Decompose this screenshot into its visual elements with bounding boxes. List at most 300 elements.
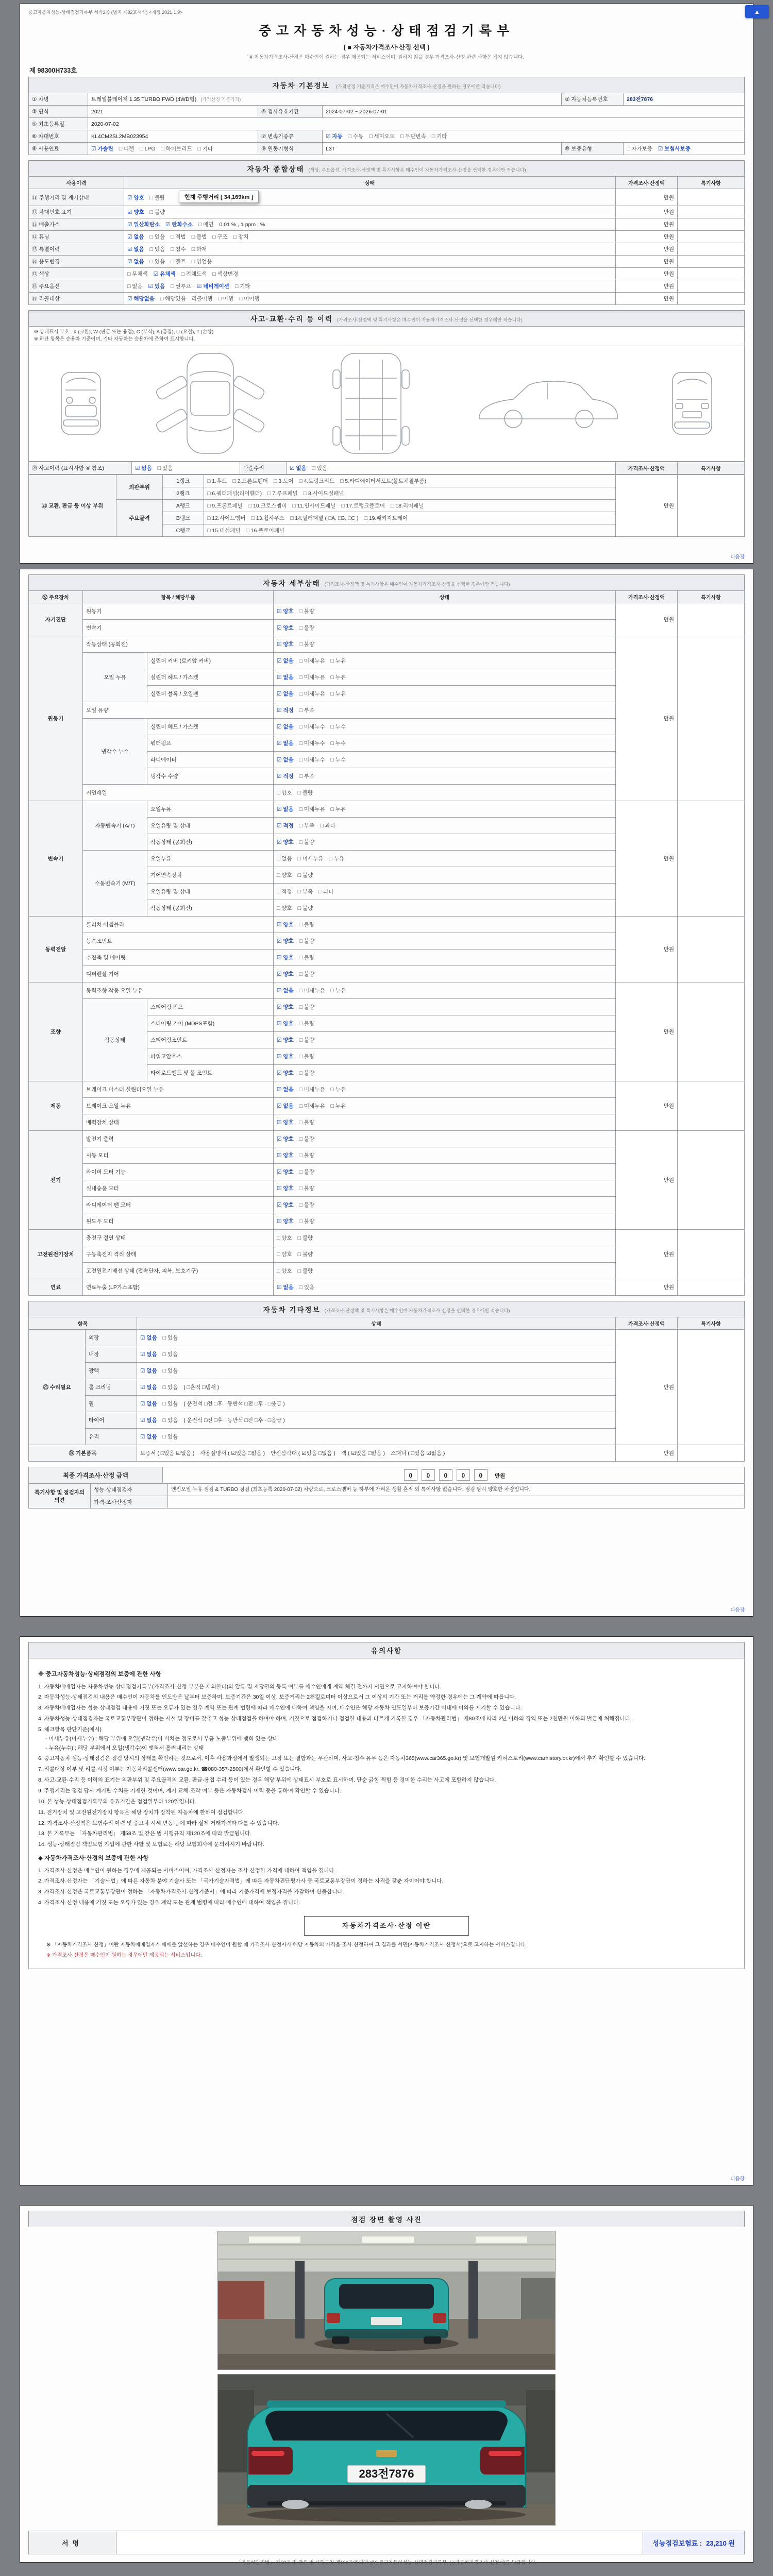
final-price-amount [163, 1467, 745, 1483]
repair-item: 룸 크리닝 [86, 1379, 137, 1396]
checkbox-탄화수소[interactable]: ☑ 탄화수소 [165, 222, 193, 228]
checkbox-17.트렁크플로어[interactable]: □ 17.트렁크플로어 [341, 502, 385, 509]
checkbox-장치[interactable]: □ 장치 [233, 234, 249, 240]
checkbox-무단변속[interactable]: □ 무단변속 [400, 133, 426, 140]
checkbox-가솔린[interactable]: ☑ 가솔린 [91, 146, 113, 152]
checkbox-기타[interactable]: □ 기타 [431, 133, 447, 140]
checkbox-없음[interactable]: ☑ 없음 [277, 674, 294, 681]
section-note: (가격조사·산정액 및 특기사항은 매수인이 자동차가격조사·산정을 선택한 경우에만 적습니다) [337, 317, 523, 323]
checkbox-미세누유[interactable]: □ 미세누유 [299, 1103, 325, 1109]
checkbox-없음[interactable]: ☑ 없음 [277, 1103, 294, 1109]
checkbox-4.트렁크리드[interactable]: □ 4.트렁크리드 [299, 478, 335, 484]
checkbox-침수[interactable]: □ 침수 [171, 246, 186, 252]
device-status [274, 867, 616, 884]
checkbox-미이행[interactable]: □ 미이행 [239, 296, 260, 302]
checkbox-있음[interactable]: □ 있음 [162, 1401, 178, 1407]
device-item: 브레이크 오일 누유 [83, 1098, 274, 1114]
checkbox-11.인사이드패널[interactable]: □ 11.인사이드패널 [292, 502, 336, 509]
price-digit: 0 [457, 1469, 470, 1481]
checkbox-자가보증[interactable]: □ 자가보증 [627, 146, 652, 152]
checkbox-적정[interactable]: □ 적정 [277, 889, 292, 895]
checkbox-불량[interactable]: □ 불량 [149, 195, 165, 201]
checkbox-불량[interactable]: □ 불량 [299, 938, 315, 944]
checkbox-누유[interactable]: □ 누유 [330, 658, 346, 664]
device-item: 실린더 블록 / 오일팬 [147, 686, 274, 702]
checkbox-미세누유[interactable]: □ 미세누유 [299, 691, 325, 697]
check-group [140, 1401, 183, 1407]
checkbox-미세누유[interactable]: □ 미세누유 [299, 1087, 325, 1093]
checkbox-자동[interactable]: ☑ 자동 [326, 133, 343, 140]
price-cell: 만원 [616, 189, 678, 206]
checkbox-없음[interactable]: □ 없음 [277, 856, 292, 862]
checkbox-양호[interactable]: ☑ 양호 [127, 209, 144, 215]
parts-items [204, 512, 616, 524]
device-subgroup: 냉각수 누수 [83, 719, 147, 785]
device-status [274, 1098, 616, 1114]
checkbox-양호[interactable]: ☑ 양호 [277, 1136, 294, 1142]
checkbox-적법[interactable]: □ 적법 [171, 234, 186, 240]
device-status [274, 702, 616, 719]
checkbox-전체도색[interactable]: □ 전체도색 [181, 271, 207, 277]
checkbox-10.크로스멤버[interactable]: □ 10.크로스멤버 [248, 502, 287, 509]
checkbox-일산화탄소[interactable]: ☑ 일산화탄소 [127, 222, 160, 228]
device-item: 시동 모터 [83, 1147, 274, 1164]
next-page-link-1[interactable]: 다음장 [730, 554, 745, 560]
checkbox-불법[interactable]: □ 불법 [191, 234, 207, 240]
status-text: 0.01 % , 1 ppm , % [219, 222, 265, 228]
check-group [277, 1235, 318, 1241]
checkbox-없음[interactable]: ☑ 없음 [140, 1351, 157, 1358]
warranty-type-checks [624, 143, 745, 155]
checkbox-양호[interactable]: ☑ 양호 [277, 1120, 294, 1126]
price-column-header: 가격조사·산정액 [616, 462, 678, 474]
checkbox-양호[interactable]: ☑ 양호 [277, 938, 294, 944]
checkbox-네비게이션[interactable]: ☑ 네비게이션 [196, 283, 229, 290]
checkbox-누유[interactable]: □ 누유 [330, 806, 346, 812]
checkbox-없음[interactable]: ☑ 없음 [277, 724, 294, 730]
opinion-text [168, 1496, 745, 1509]
check-group [140, 1368, 183, 1374]
checkbox-미세누유[interactable]: □ 미세누유 [299, 806, 325, 812]
checkbox-13.휠하우스[interactable]: □ 13.휠하우스 [251, 515, 285, 521]
checkbox-미세누유[interactable]: □ 미세누유 [299, 674, 325, 681]
checkbox-하이브리드[interactable]: □ 하이브리드 [161, 146, 192, 152]
car-damage-diagrams [28, 346, 745, 462]
checkbox-불량[interactable]: □ 불량 [299, 955, 315, 961]
checkbox-있음[interactable]: □ 있음 [162, 1417, 178, 1423]
checkbox-있음[interactable]: □ 있음 [162, 1368, 178, 1374]
check-group [277, 806, 351, 812]
checkbox-있음[interactable]: □ 있음 [162, 1335, 178, 1341]
checkbox-있음[interactable]: □ 있음 [299, 1284, 315, 1291]
checkbox-누유[interactable]: □ 누유 [330, 1103, 346, 1109]
opinion-text: 엔진오일 누유 점검 & TURBO 점검 (최초등록 2020-07-02) 차량으로, 크로스멤버 등 하부에 가벼운 생활 흔적 외 특이사항 없습니다. 점검 당시 양호한 차량입니다. [168, 1484, 745, 1496]
checkbox-2.프론트휀더[interactable]: □ 2.프론트휀더 [232, 478, 268, 484]
column-header: 가격조사·산정액 [616, 1317, 678, 1330]
checkbox-불량[interactable]: □ 불량 [299, 1120, 315, 1126]
device-status [274, 884, 616, 900]
checkbox-미세누수[interactable]: □ 미세누수 [299, 740, 325, 747]
sheet-4 [20, 2205, 753, 2566]
check-group [277, 658, 351, 664]
checkbox-12.사이드멤버[interactable]: □ 12.사이드멤버 [207, 515, 246, 521]
notice-item: 3. 자동차매매업자는 성능·상태점검 내용에 거짓 또는 오류가 있는 경우 계약 또는 관계 법령에 따라 매수인에 대하여 책임을 지며, 매수인은 해당 자동차 인도일부터 보증기간 이내에 이의를 제기할 수 있습니다. [38, 1705, 522, 1711]
section-note: (가격조사·산정액 및 특기사항은 매수인이 자동차가격조사·산정을 선택한 경우에만 적습니다) [324, 1308, 510, 1313]
checkbox-누유[interactable]: □ 누유 [330, 1087, 346, 1093]
checkbox-유채색[interactable]: ☑ 유채색 [153, 271, 176, 277]
repair-item: 내장 [86, 1346, 137, 1363]
checkbox-9.프론트패널[interactable]: □ 9.프론트패널 [207, 502, 243, 509]
parts-rank: 2랭크 [163, 487, 204, 499]
checkbox-불량[interactable]: □ 불량 [299, 1169, 315, 1175]
checkbox-누수[interactable]: □ 누수 [330, 740, 346, 747]
checkbox-없음[interactable]: ☑ 없음 [140, 1335, 157, 1341]
checkbox-불량[interactable]: □ 불량 [299, 1070, 315, 1076]
device-status [274, 1246, 616, 1263]
opinion-row [29, 1496, 745, 1509]
checkbox-부족[interactable]: □ 부족 [299, 707, 315, 714]
price-cell: 만원 [616, 243, 678, 256]
checkbox-있음[interactable]: □ 있음 [149, 259, 165, 265]
checkbox-불량[interactable]: □ 불량 [297, 1235, 313, 1241]
device-status [274, 982, 616, 999]
checkbox-양호[interactable]: ☑ 양호 [277, 1021, 294, 1027]
summary-row [29, 189, 745, 206]
basic-info-table [28, 93, 745, 155]
check-group [277, 641, 320, 648]
checkbox-양호[interactable]: ☑ 양호 [277, 1202, 294, 1208]
check-group [277, 938, 320, 944]
checkbox-누유[interactable]: □ 누유 [329, 856, 344, 862]
device-status [274, 1230, 616, 1246]
checkbox-없음[interactable]: ☑ 없음 [277, 1087, 294, 1093]
inspection-photo-1 [217, 2231, 556, 2370]
checkbox-불량[interactable]: □ 불량 [299, 1021, 315, 1027]
checkbox-없음[interactable]: ☑ 없음 [277, 658, 294, 664]
checkbox-18.리어패널[interactable]: □ 18.리어패널 [390, 502, 424, 509]
checkbox-미세누수[interactable]: □ 미세누수 [299, 724, 325, 730]
checkbox-양호[interactable]: □ 양호 [277, 905, 292, 911]
checkbox-매연[interactable]: □ 매연 [198, 222, 214, 228]
checkbox-있음[interactable]: □ 있음 [149, 234, 165, 240]
viewer-top-button[interactable] [745, 5, 769, 18]
checkbox-불량[interactable]: □ 불량 [297, 872, 313, 878]
checkbox-불량[interactable]: □ 불량 [297, 905, 313, 911]
checkbox-없음[interactable]: ☑ 없음 [140, 1368, 157, 1374]
check-group [207, 490, 350, 497]
price-digit: 0 [474, 1469, 488, 1481]
column-header: 상태 [124, 177, 616, 189]
checkbox-양호[interactable]: ☑ 양호 [127, 195, 144, 201]
summary-row [29, 280, 745, 293]
column-header: ㉒ 주요장치 [29, 591, 83, 603]
checkbox-보험사보증[interactable]: ☑ 보험사보증 [658, 146, 691, 152]
checkbox-양호[interactable]: ☑ 양호 [277, 1037, 294, 1043]
final-price-row [29, 1467, 745, 1483]
check-group [91, 146, 219, 152]
note-column-header: 특기사항 [678, 462, 745, 474]
check-group [140, 1384, 183, 1391]
checkbox-불량[interactable]: □ 불량 [299, 922, 315, 928]
checkbox-과다[interactable]: □ 과다 [318, 889, 334, 895]
parts-rank: B랭크 [163, 512, 204, 524]
checkbox-없음[interactable]: ☑ 없음 [277, 1284, 294, 1291]
checkbox-양호[interactable]: □ 양호 [277, 790, 292, 796]
status-text: 리콜이행 [191, 296, 213, 302]
checkbox-없음[interactable]: ☑ 없음 [140, 1434, 157, 1440]
device-status [274, 966, 616, 982]
device-status [274, 950, 616, 966]
checkbox-불량[interactable]: □ 불량 [299, 1218, 315, 1225]
device-item: 오일누유 [147, 851, 274, 867]
checkbox-없음[interactable]: ☑ 없음 [277, 806, 294, 812]
signature-area[interactable] [116, 2531, 643, 2554]
checkbox-불량[interactable]: □ 불량 [299, 1202, 315, 1208]
checkbox-미세누유[interactable]: □ 미세누유 [297, 856, 324, 862]
repair-item: 광택 [86, 1363, 137, 1379]
checkbox-있음[interactable]: □ 있음 [157, 465, 173, 471]
checkbox-누수[interactable]: □ 누수 [330, 757, 346, 763]
next-page-link-3[interactable]: 다음장 [730, 2176, 745, 2182]
first-registration-label: ⑤ 최초등록일 [29, 118, 88, 130]
checkbox-불량[interactable]: □ 불량 [299, 971, 315, 977]
checkbox-무채색[interactable]: □ 무채색 [127, 271, 148, 277]
device-group: 연료 [29, 1279, 83, 1296]
checkbox-없음[interactable]: ☑ 없음 [127, 234, 144, 240]
checkbox-색상변경[interactable]: □ 색상변경 [212, 271, 239, 277]
checkbox-불량[interactable]: □ 불량 [299, 1136, 315, 1142]
checkbox-19.패키지트레이[interactable]: □ 19.패키지트레이 [364, 515, 408, 521]
column-header: 특기사항 [678, 591, 745, 603]
checkbox-양호[interactable]: ☑ 양호 [277, 1218, 294, 1225]
summary-header-row [29, 177, 745, 189]
checkbox-있음[interactable]: ☑ 있음 [148, 283, 165, 290]
device-item: 스티어링 기어 (MDPS포함) [147, 1015, 274, 1032]
checkbox-미세누유[interactable]: □ 미세누유 [299, 988, 325, 994]
vin-label: ⑥ 차대번호 [29, 130, 88, 143]
base-price-note: (가격산정 기준가격) [200, 97, 241, 102]
checkbox-영업용[interactable]: □ 영업용 [191, 259, 212, 265]
checkbox-양호[interactable]: ☑ 양호 [277, 608, 294, 615]
checkbox-없음[interactable]: ☑ 없음 [127, 246, 144, 252]
checkbox-불량[interactable]: □ 불량 [299, 625, 315, 631]
check-group [326, 133, 452, 140]
item-label: ⑪ 주행거리 및 계기상태 [29, 189, 124, 206]
checkbox-누유[interactable]: □ 누유 [330, 674, 346, 681]
checkbox-부족[interactable]: □ 부족 [297, 889, 313, 895]
checkbox-있음[interactable]: □ 있음 [162, 1384, 178, 1391]
notice-item: 7. 리콜대상 여부 및 리콜 시정 여부는 자동차리콜센터(www.car.go.kr, ☎080-357-2500)에서 확인할 수 있습니다. [38, 1766, 302, 1773]
device-status [274, 620, 616, 636]
checkbox-16.플로어패널[interactable]: □ 16.플로어패널 [246, 527, 285, 534]
checkbox-없음[interactable]: ☑ 없음 [277, 988, 294, 994]
column-header: 특기사항 [678, 1317, 745, 1330]
checkbox-없음[interactable]: ☑ 없음 [140, 1401, 157, 1407]
note-cell [678, 293, 745, 305]
checkbox-디젤[interactable]: □ 디젤 [119, 146, 135, 152]
checkbox-양호[interactable]: □ 양호 [277, 1251, 292, 1258]
checkbox-없음[interactable]: ☑ 없음 [127, 259, 144, 265]
device-status [274, 686, 616, 702]
misc-header-row [29, 1317, 745, 1330]
checkbox-불량[interactable]: □ 불량 [299, 1004, 315, 1010]
repair-status [137, 1412, 616, 1429]
device-item: 디퍼렌셜 기어 [83, 966, 274, 982]
checkbox-렌트[interactable]: □ 렌트 [171, 259, 186, 265]
price-definition-note: ※ 가격조사·산정은 매수인이 원하는 경우에만 제공되는 서비스입니다. [46, 1953, 202, 1959]
checkbox-양호[interactable]: □ 양호 [277, 1268, 292, 1274]
checkbox-기타[interactable]: □ 기타 [197, 146, 213, 152]
checkbox-과다[interactable]: □ 과다 [320, 823, 335, 829]
checkbox-누유[interactable]: □ 누유 [330, 988, 346, 994]
checkbox-양호[interactable]: ☑ 양호 [277, 641, 294, 648]
checkbox-1.후드[interactable]: □ 1.후드 [207, 478, 227, 484]
checkbox-적정[interactable]: ☑ 적정 [277, 707, 294, 714]
device-subgroup: 자동변속기 (A/T) [83, 801, 147, 851]
checkbox-수동[interactable]: □ 수동 [348, 133, 364, 140]
checkbox-없음[interactable]: ☑ 없음 [277, 757, 294, 763]
repair-status [137, 1346, 616, 1363]
final-price-label: 최종 가격조사·산정 금액 [29, 1467, 163, 1483]
checkbox-양호[interactable]: ☑ 양호 [277, 971, 294, 977]
checkbox-적정[interactable]: ☑ 적정 [277, 823, 294, 829]
parts-category: 주요골격 [116, 499, 163, 536]
checkbox-양호[interactable]: ☑ 양호 [277, 1185, 294, 1192]
checkbox-불량[interactable]: □ 불량 [297, 1251, 313, 1258]
checkbox-기타[interactable]: □ 기타 [234, 283, 250, 290]
notice-item: 10. 본 성능·상태점검기록부의 유효기간은 점검일부터 120일입니다. [38, 1798, 196, 1805]
basic-info-title: 자동차 기본정보 [272, 82, 330, 90]
checkbox-미세누수[interactable]: □ 미세누수 [299, 757, 325, 763]
checkbox-없음[interactable]: □ 없음 [127, 283, 143, 290]
status-text: ( 운전석 □전 □후 · 동반석 □전 □후 · □응급 ) [183, 1417, 285, 1423]
checkbox-15.대쉬패널[interactable]: □ 15.대쉬패널 [207, 527, 241, 534]
checkbox-양호[interactable]: ☑ 양호 [277, 839, 294, 845]
checkbox-양호[interactable]: □ 양호 [277, 1235, 292, 1241]
checkbox-썬루프[interactable]: □ 썬루프 [171, 283, 191, 290]
device-item: 동력조향 작동 오일 누유 [83, 982, 274, 999]
device-item: 파워고압호스 [147, 1048, 274, 1065]
check-group [277, 856, 350, 862]
checkbox-불량[interactable]: □ 불량 [299, 1054, 315, 1060]
checkbox-없음[interactable]: ☑ 없음 [140, 1417, 157, 1423]
checkbox-14.필러패널 ( □A, □B, □C )[interactable]: □ 14.필러패널 ( □A, □B, □C ) [290, 515, 359, 521]
price-cell: 만원 [616, 982, 678, 1081]
checkbox-8.사이드실패널[interactable]: □ 8.사이드실패널 [303, 490, 344, 497]
checkbox-6.쿼터패널(리어휀더)[interactable]: □ 6.쿼터패널(리어휀더) [207, 490, 262, 497]
check-group [207, 503, 429, 509]
checkbox-해당없음[interactable]: ☑ 해당없음 [127, 296, 155, 302]
checkbox-불량[interactable]: □ 불량 [299, 839, 315, 845]
checkbox-양호[interactable]: ☑ 양호 [277, 922, 294, 928]
checkbox-5.라디에이터서포트(볼트체결부품)[interactable]: □ 5.라디에이터서포트(볼트체결부품) [340, 478, 427, 484]
device-item: 라디에이터 [147, 752, 274, 768]
checkbox-양호[interactable]: □ 양호 [277, 872, 292, 878]
checkbox-없음[interactable]: ☑ 없음 [290, 465, 307, 471]
checkbox-불량[interactable]: □ 불량 [299, 641, 315, 648]
notice-item: 12. 가격조사·산정액은 보험수리 이력 및 중고차 시세 변동 등에 따라 실제 거래가격과 다를 수 있습니다. [38, 1820, 279, 1826]
checkbox-양호[interactable]: ☑ 양호 [277, 625, 294, 631]
parts-items [204, 524, 616, 536]
checkbox-있음[interactable]: □ 있음 [312, 465, 328, 471]
check-group [277, 1103, 351, 1109]
checkbox-불량[interactable]: □ 불량 [299, 608, 315, 615]
device-item: 실내송풍 모터 [83, 1180, 274, 1197]
checkbox-양호[interactable]: ☑ 양호 [277, 1070, 294, 1076]
sheet-3 [20, 1636, 753, 2185]
checkbox-불량[interactable]: □ 불량 [299, 1037, 315, 1043]
checkbox-부족[interactable]: □ 부족 [299, 823, 315, 829]
price-appraisal-option: ( ■ 자동차가격조사·산정 선택 ) [343, 44, 430, 51]
checkbox-부족[interactable]: □ 부족 [299, 773, 315, 779]
status-text: 보증서 ( □있음 ☑없음 ) [140, 1450, 195, 1456]
checkbox-불량[interactable]: □ 불량 [299, 1185, 315, 1192]
checkbox-미세누유[interactable]: □ 미세누유 [299, 658, 325, 664]
checkbox-불량[interactable]: □ 불량 [297, 790, 313, 796]
checkbox-해당있음[interactable]: □ 해당있음 [160, 296, 186, 302]
check-group [171, 259, 217, 265]
checkbox-양호[interactable]: ☑ 양호 [277, 1054, 294, 1060]
checkbox-구조[interactable]: □ 구조 [212, 234, 228, 240]
checkbox-LPG[interactable]: □ LPG [140, 146, 156, 152]
checkbox-없음[interactable]: ☑ 없음 [135, 465, 152, 471]
checkbox-있음[interactable]: □ 있음 [162, 1351, 178, 1358]
summary-row [29, 256, 745, 268]
accident-history-label: ⑳ 사고이력 (표시사항 ④ 참조) [29, 462, 132, 474]
price-cell: 만원 [616, 1330, 678, 1445]
checkbox-양호[interactable]: ☑ 양호 [277, 1004, 294, 1010]
check-group [212, 234, 254, 240]
checkbox-7.루프패널[interactable]: □ 7.루프패널 [267, 490, 298, 497]
checkbox-적정[interactable]: ☑ 적정 [277, 773, 294, 779]
checkbox-3.도어[interactable]: □ 3.도어 [274, 478, 294, 484]
legend-note: ※ 하단 항목은 승용차 기준이며, 기타 자동차는 승용차에 준하여 표시합니다. [34, 336, 195, 343]
notices-section [28, 1642, 745, 1969]
checkbox-양호[interactable]: ☑ 양호 [277, 1169, 294, 1175]
device-item: 윈도우 모터 [83, 1213, 274, 1230]
checkbox-불량[interactable]: □ 불량 [297, 1268, 313, 1274]
item-label: ⑭ 튜닝 [29, 231, 124, 243]
next-page-link-2[interactable]: 다음장 [730, 1607, 745, 1613]
summary-row [29, 293, 745, 305]
check-group [127, 195, 171, 201]
checkbox-세미오토[interactable]: □ 세미오토 [369, 133, 395, 140]
note-cell [678, 474, 745, 536]
device-item: 기어변속장치 [147, 867, 274, 884]
checkbox-양호[interactable]: ☑ 양호 [277, 1153, 294, 1159]
column-header: 항목 [29, 1317, 137, 1330]
accident-history-row [29, 462, 745, 474]
device-item: 오일 유량 [83, 702, 274, 719]
check-group [127, 246, 171, 252]
checkbox-이행[interactable]: □ 이행 [218, 296, 233, 302]
checkbox-누유[interactable]: □ 누유 [330, 691, 346, 697]
checkbox-없음[interactable]: ☑ 없음 [277, 691, 294, 697]
checkbox-불량[interactable]: □ 불량 [299, 1153, 315, 1159]
car-diagram-side [470, 367, 625, 439]
checkbox-불량[interactable]: □ 불량 [149, 209, 165, 215]
checkbox-화재[interactable]: □ 화재 [191, 246, 207, 252]
checkbox-누수[interactable]: □ 누수 [330, 724, 346, 730]
checkbox-양호[interactable]: ☑ 양호 [277, 955, 294, 961]
checkbox-없음[interactable]: ☑ 없음 [140, 1384, 157, 1391]
checkbox-있음[interactable]: □ 있음 [162, 1434, 178, 1440]
check-group [127, 234, 171, 240]
checkbox-없음[interactable]: ☑ 없음 [277, 740, 294, 747]
check-group [277, 757, 351, 763]
column-header: 상태 [274, 591, 616, 603]
checkbox-있음[interactable]: □ 있음 [149, 246, 165, 252]
